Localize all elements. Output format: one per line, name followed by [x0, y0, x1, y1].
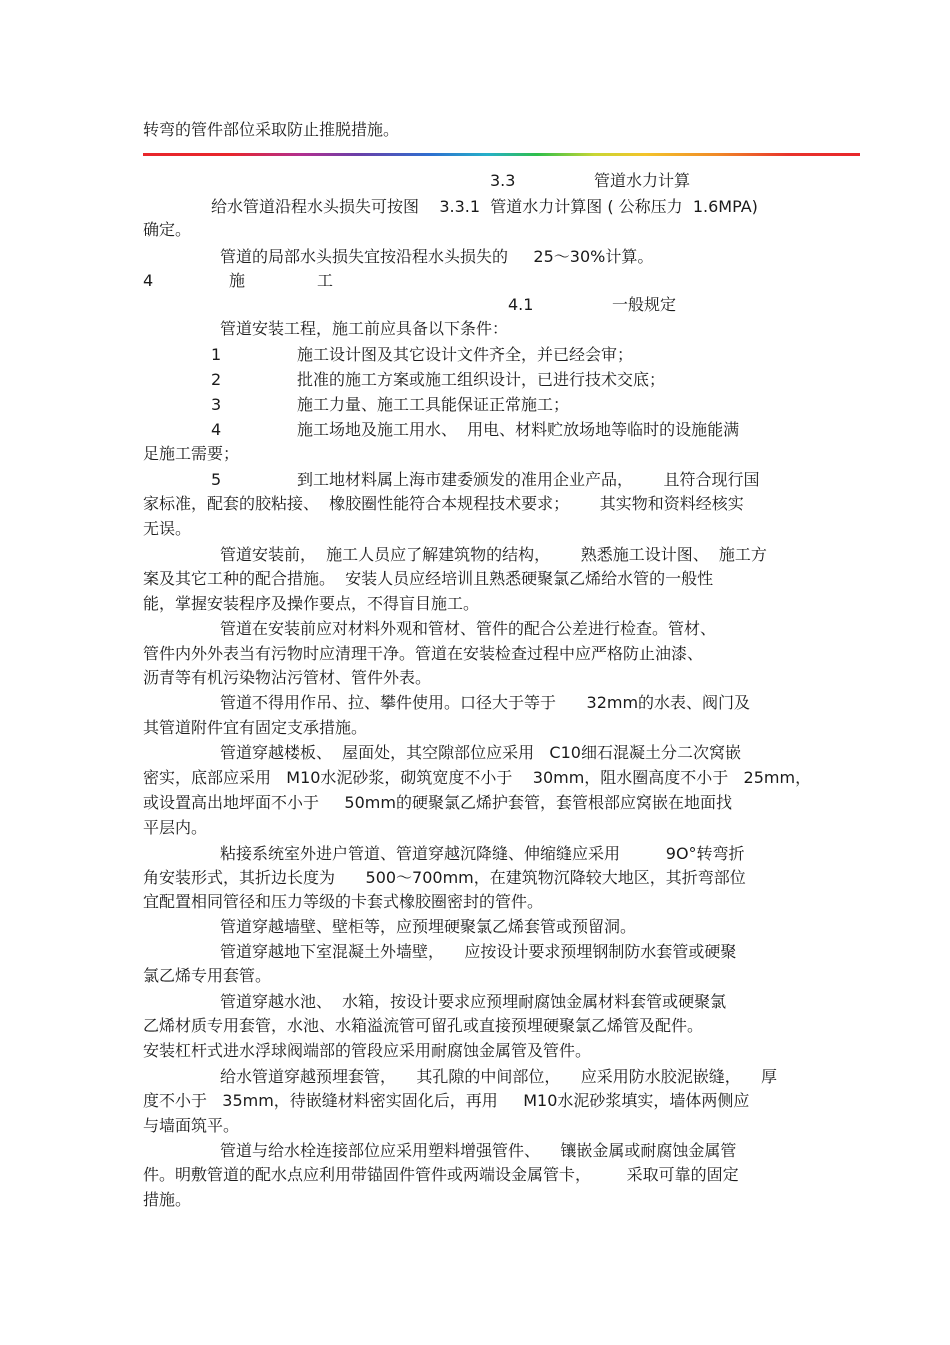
text-line: 角安装形式，其折边长度为 500～700mm，在建筑物沉降较大地区，其折弯部位	[143, 868, 746, 887]
text-line: 密实，底部应采用 M10水泥砂浆，砌筑宽度不小于 30mm，阻水圈高度不小于 25mm，	[143, 768, 812, 787]
text-line: 宜配置相同管径和压力等级的卡套式橡胶圈密封的管件。	[143, 892, 544, 911]
text-line: 件。明敷管道的配水点应利用带锚固件管件或两端设金属管卡， 采取可靠的固定	[143, 1165, 739, 1184]
text-line: 能，掌握安装程序及操作要点，不得盲目施工。	[143, 594, 480, 613]
text-line: 无误。	[143, 519, 192, 538]
text-line: 管道安装工程，施工前应具备以下条件：	[220, 319, 509, 338]
list-number: 2	[211, 370, 222, 389]
list-item: 施工力量、施工工具能保证正常施工；	[297, 395, 570, 414]
text-line: 家标准，配套的胶粘接、 橡胶圈性能符合本规程技术要求； 其实物和资料经核实	[143, 494, 744, 513]
text-line: 管道穿越墙壁、壁柜等，应预埋硬聚氯乙烯套管或预留洞。	[220, 917, 637, 936]
text-line: 管道的局部水头损失宜按沿程水头损失的 25～30%计算。	[220, 247, 654, 266]
chapter-title: 施	[229, 271, 246, 290]
text-line: 管道在安装前应对材料外观和管材、管件的配合公差进行检查。管材、	[220, 619, 717, 638]
text-line: 管道安装前， 施工人员应了解建筑物的结构， 熟悉施工设计图、 施工方	[220, 545, 767, 564]
text-line: 确定。	[143, 220, 192, 239]
section-number: 3.3	[490, 171, 516, 190]
text-line: 安装杠杆式进水浮球阀端部的管段应采用耐腐蚀金属管及管件。	[143, 1041, 592, 1060]
text-line: 管道穿越地下室混凝土外墙壁， 应按设计要求预埋钢制防水套管或硬聚	[220, 942, 737, 961]
text-line: 管道不得用作吊、拉、攀件使用。口径大于等于 32mm的水表、阀门及	[220, 693, 751, 712]
text-line: 粘接系统室外进户管道、管道穿越沉降缝、伸缩缝应采用 9O°转弯折	[220, 844, 745, 863]
text-line: 给水管道沿程水头损失可按图 3.3.1 管道水力计算图 ( 公称压力 1.6MPA)	[211, 197, 758, 216]
text-line: 给水管道穿越预埋套管， 其孔隙的中间部位， 应采用防水胶泥嵌缝， 厚	[220, 1067, 778, 1086]
text-line: 或设置高出地坪面不小于 50mm的硬聚氯乙烯护套管，套管根部应窝嵌在地面找	[143, 793, 732, 812]
section-title: 管道水力计算	[594, 171, 691, 190]
text-line: 其管道附件宜有固定支承措施。	[143, 718, 368, 737]
text-line: 措施。	[143, 1190, 192, 1209]
list-item: 施工场地及施工用水、 用电、材料贮放场地等临时的设施能满	[297, 420, 740, 439]
text-line: 管道穿越楼板、 屋面处，其空隙部位应采用 C10细石混凝土分二次窝嵌	[220, 743, 741, 762]
text-line: 度不小于 35mm，待嵌缝材料密实固化后，再用 M10水泥砂浆填实，墙体两侧应	[143, 1091, 750, 1110]
text-line: 沥青等有机污染物沾污管材、管件外表。	[143, 668, 432, 687]
list-item: 批准的施工方案或施工组织设计，已进行技术交底；	[297, 370, 666, 389]
text-line: 乙烯材质专用套管，水池、水箱溢流管可留孔或直接预埋硬聚氯乙烯管及配件。	[143, 1016, 704, 1035]
text-line: 管道与给水栓连接部位应采用塑料增强管件、 镶嵌金属或耐腐蚀金属管	[220, 1141, 737, 1160]
list-number: 1	[211, 345, 222, 364]
chapter-title: 工	[317, 271, 334, 290]
text-line: 平层内。	[143, 818, 208, 837]
text-line: 案及其它工种的配合措施。 安装人员应经培训且熟悉硬聚氯乙烯给水管的一般性	[143, 569, 714, 588]
text-line: 氯乙烯专用套管。	[143, 966, 272, 985]
text-line: 与墙面筑平。	[143, 1116, 240, 1135]
text-line: 足施工需要；	[143, 444, 240, 463]
list-item: 到工地材料属上海市建委颁发的准用企业产品， 且符合现行国	[297, 470, 760, 489]
rainbow-divider	[143, 153, 860, 156]
list-number: 5	[211, 470, 222, 489]
chapter-number: 4	[143, 271, 154, 290]
text-line: 管件内外外表当有污物时应清理干净。管道在安装检查过程中应严格防止油漆、	[143, 644, 704, 663]
section-title: 一般规定	[612, 295, 677, 314]
section-number: 4.1	[508, 295, 534, 314]
list-item: 施工设计图及其它设计文件齐全，并已经会审；	[297, 345, 634, 364]
list-number: 4	[211, 420, 222, 439]
list-number: 3	[211, 395, 222, 414]
text-line: 转弯的管件部位采取防止推脱措施。	[143, 120, 400, 139]
text-line: 管道穿越水池、 水箱，按设计要求应预埋耐腐蚀金属材料套管或硬聚氯	[220, 992, 727, 1011]
